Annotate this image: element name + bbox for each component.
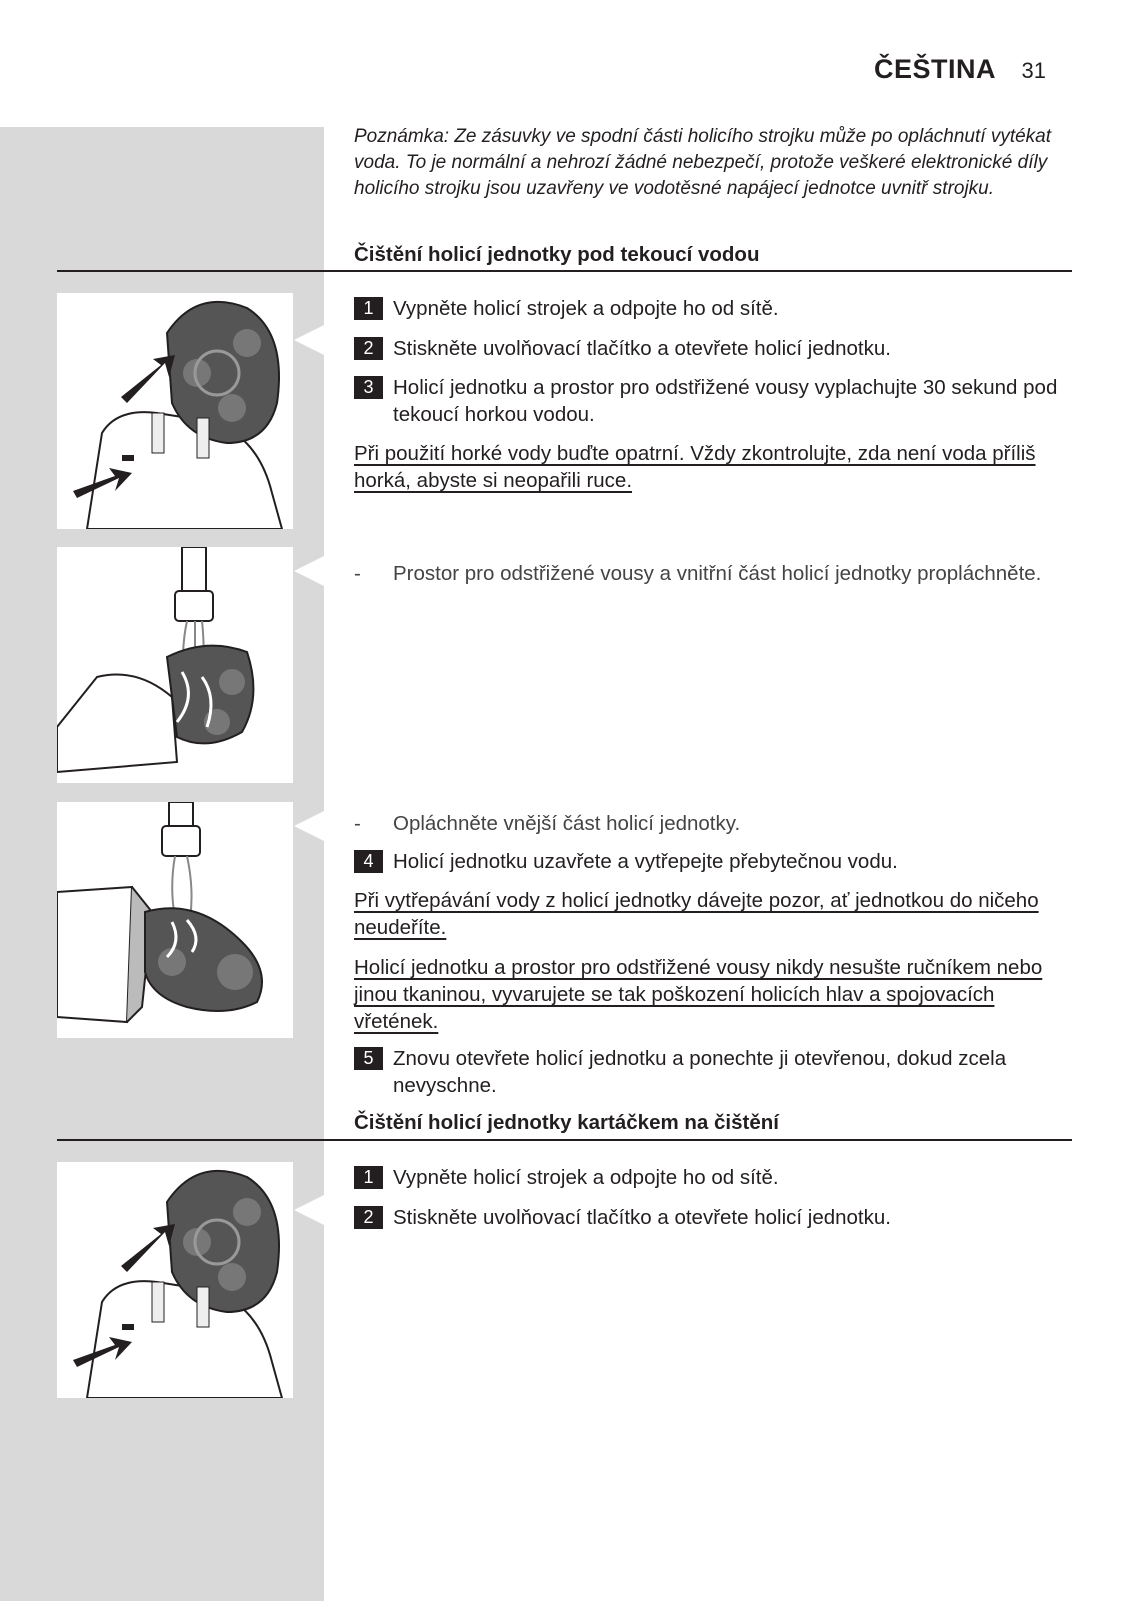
warning-hot-water: Při použití horké vody buďte opatrní. Vždy zkontrolujte, zda není voda příliš horká, abyste si neopařili ruce. bbox=[354, 442, 1036, 492]
dash-text: Prostor pro odstřižené vousy a vnitřní část holicí jednotky propláchněte. bbox=[393, 562, 1042, 585]
step-item bbox=[354, 374, 1074, 428]
dash-item bbox=[354, 810, 1074, 837]
step-item bbox=[354, 295, 1074, 322]
step-number: 1 bbox=[354, 1166, 383, 1189]
pointer-triangle-icon bbox=[294, 1195, 324, 1225]
pointer-triangle-icon bbox=[294, 556, 324, 586]
step-number: 1 bbox=[354, 297, 383, 320]
dash-marker: - bbox=[354, 562, 361, 585]
page-number: 31 bbox=[1021, 58, 1046, 83]
header-language: ČEŠTINA bbox=[873, 54, 996, 84]
dash-item bbox=[354, 560, 1074, 587]
dash-marker: - bbox=[354, 812, 361, 835]
step-text: Znovu otevřete holicí jednotku a ponechte ji otevřenou, dokud zcela nevyschne. bbox=[393, 1047, 1007, 1097]
illustration-rinse-outside bbox=[57, 802, 293, 1038]
step-item bbox=[354, 1204, 1074, 1231]
step-text: Holicí jednotku uzavřete a vytřepejte přebytečnou vodu. bbox=[393, 850, 898, 873]
step-text: Holicí jednotku a prostor pro odstřižené vousy vyplachujte 30 sekund pod tekoucí horkou vodou. bbox=[393, 376, 1058, 426]
section1-title: Čištění holicí jednotky pod tekoucí vodou bbox=[354, 243, 760, 266]
step-text: Stiskněte uvolňovací tlačítko a otevřete holicí jednotku. bbox=[393, 1206, 891, 1229]
section2-rule bbox=[57, 1139, 1072, 1141]
step-number: 2 bbox=[354, 1206, 383, 1229]
dash-text: Opláchněte vnější část holicí jednotky. bbox=[393, 812, 741, 835]
step-number: 2 bbox=[354, 337, 383, 360]
step-text: Vypněte holicí strojek a odpojte ho od sítě. bbox=[393, 1166, 779, 1189]
step-item bbox=[354, 335, 1074, 362]
section1-rule bbox=[57, 270, 1072, 272]
illustration-open-shaving-unit bbox=[57, 293, 293, 529]
step-item bbox=[354, 1164, 1074, 1191]
step-number: 5 bbox=[354, 1047, 383, 1070]
illustration-rinse-inside bbox=[57, 547, 293, 783]
pointer-triangle-icon bbox=[294, 811, 324, 841]
step-text: Vypněte holicí strojek a odpojte ho od sítě. bbox=[393, 297, 779, 320]
step-number: 4 bbox=[354, 850, 383, 873]
warning-towel: Holicí jednotku a prostor pro odstřižené vousy nikdy nesušte ručníkem nebo jinou tkaninou, vyvarujete se tak poškození holicích hlav a spojovacích vřetének. bbox=[354, 956, 1043, 1033]
step-text: Stiskněte uvolňovací tlačítko a otevřete holicí jednotku. bbox=[393, 337, 891, 360]
section2-title: Čištění holicí jednotky kartáčkem na čištění bbox=[354, 1111, 779, 1134]
note-paragraph: Poznámka: Ze zásuvky ve spodní části holicího strojku může po opláchnutí vytékat voda. To je normální a nehrozí žádné nebezpečí, protože veškeré elektronické díly holicího strojku jsou uzavřeny ve vodotěsné napájecí jednotce uvnitř strojku. bbox=[354, 126, 1052, 199]
pointer-triangle-icon bbox=[294, 325, 324, 355]
warning-shake: Při vytřepávání vody z holicí jednotky dávejte pozor, ať jednotkou do ničeho neudeříte. bbox=[354, 889, 1039, 939]
step-item bbox=[354, 848, 1074, 875]
illustration-open-shaving-unit-2 bbox=[57, 1162, 293, 1398]
step-item bbox=[354, 1045, 1074, 1099]
step-number: 3 bbox=[354, 376, 383, 399]
